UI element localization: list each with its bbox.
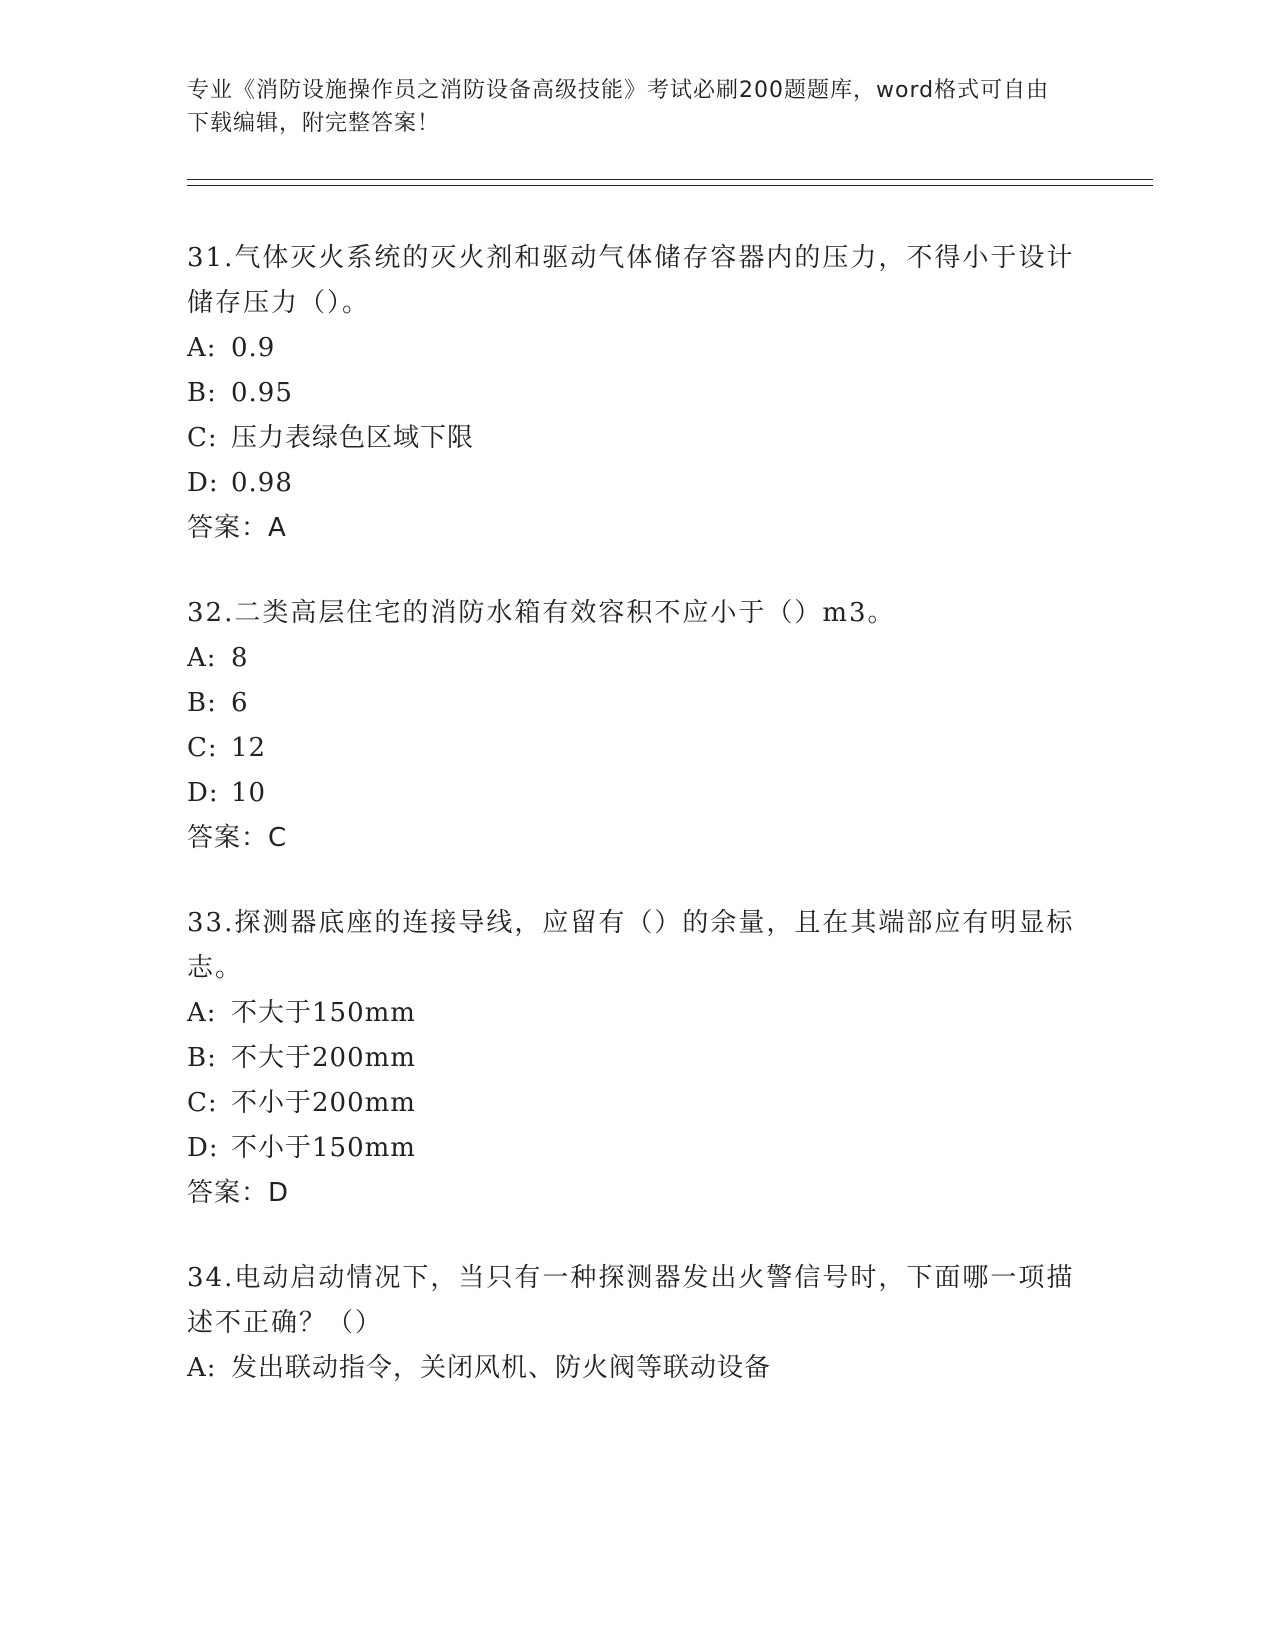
option-c <box>187 1081 1087 1126</box>
answer-line: 答案：A <box>187 513 287 543</box>
option-key: A: <box>187 1353 217 1383</box>
option-c <box>187 726 1087 771</box>
option-value: 不大于200mm <box>231 1043 416 1073</box>
option-value: 0.98 <box>231 468 293 498</box>
header-divider-top <box>187 179 1153 180</box>
question-33 <box>187 901 1087 1216</box>
option-key: B: <box>187 378 217 408</box>
option-d <box>187 461 1087 506</box>
option-key: C: <box>187 733 218 763</box>
answer-line: 答案：C <box>187 823 288 853</box>
option-value: 8 <box>231 643 249 673</box>
option-value: 12 <box>231 733 267 763</box>
question-text: 31.气体灭火系统的灭火剂和驱动气体储存容器内的压力，不得小于设计储存压力（）。 <box>187 243 1075 318</box>
option-value: 0.95 <box>231 378 293 408</box>
document-header: 专业《消防设施操作员之消防设备高级技能》考试必刷200题题库，word格式可自由下载编辑，附完整答案！ <box>187 78 1050 136</box>
option-d <box>187 1126 1087 1171</box>
option-a <box>187 636 1087 681</box>
option-key: D: <box>187 778 219 808</box>
option-value: 压力表绿色区域下限 <box>231 423 475 453</box>
option-key: B: <box>187 688 217 718</box>
option-value: 不小于150mm <box>231 1133 416 1163</box>
option-key: C: <box>187 1088 218 1118</box>
option-a <box>187 326 1087 371</box>
answer-line: 答案：D <box>187 1178 290 1208</box>
question-34 <box>187 1256 1087 1391</box>
option-value: 0.9 <box>231 333 276 363</box>
header-divider-bottom <box>187 185 1153 186</box>
option-b <box>187 681 1087 726</box>
question-text: 32.二类高层住宅的消防水箱有效容积不应小于（）m3。 <box>187 598 896 628</box>
option-a <box>187 1346 1087 1391</box>
option-key: A: <box>187 643 217 673</box>
option-key: C: <box>187 423 218 453</box>
question-31 <box>187 236 1087 551</box>
option-value: 10 <box>231 778 267 808</box>
option-key: A: <box>187 998 217 1028</box>
option-key: B: <box>187 1043 217 1073</box>
option-d <box>187 771 1087 816</box>
option-key: D: <box>187 468 219 498</box>
option-a <box>187 991 1087 1036</box>
option-value: 不大于150mm <box>231 998 416 1028</box>
option-value: 发出联动指令，关闭风机、防火阀等联动设备 <box>231 1353 772 1383</box>
question-32 <box>187 591 1087 861</box>
question-text: 34.电动启动情况下，当只有一种探测器发出火警信号时，下面哪一项描述不正确？（） <box>187 1263 1075 1338</box>
question-list <box>187 236 1087 1431</box>
option-value: 不小于200mm <box>231 1088 416 1118</box>
option-value: 6 <box>231 688 249 718</box>
question-text: 33.探测器底座的连接导线，应留有（）的余量，且在其端部应有明显标志。 <box>187 908 1075 983</box>
option-key: A: <box>187 333 217 363</box>
option-key: D: <box>187 1133 219 1163</box>
option-b <box>187 371 1087 416</box>
option-b <box>187 1036 1087 1081</box>
option-c <box>187 416 1087 461</box>
